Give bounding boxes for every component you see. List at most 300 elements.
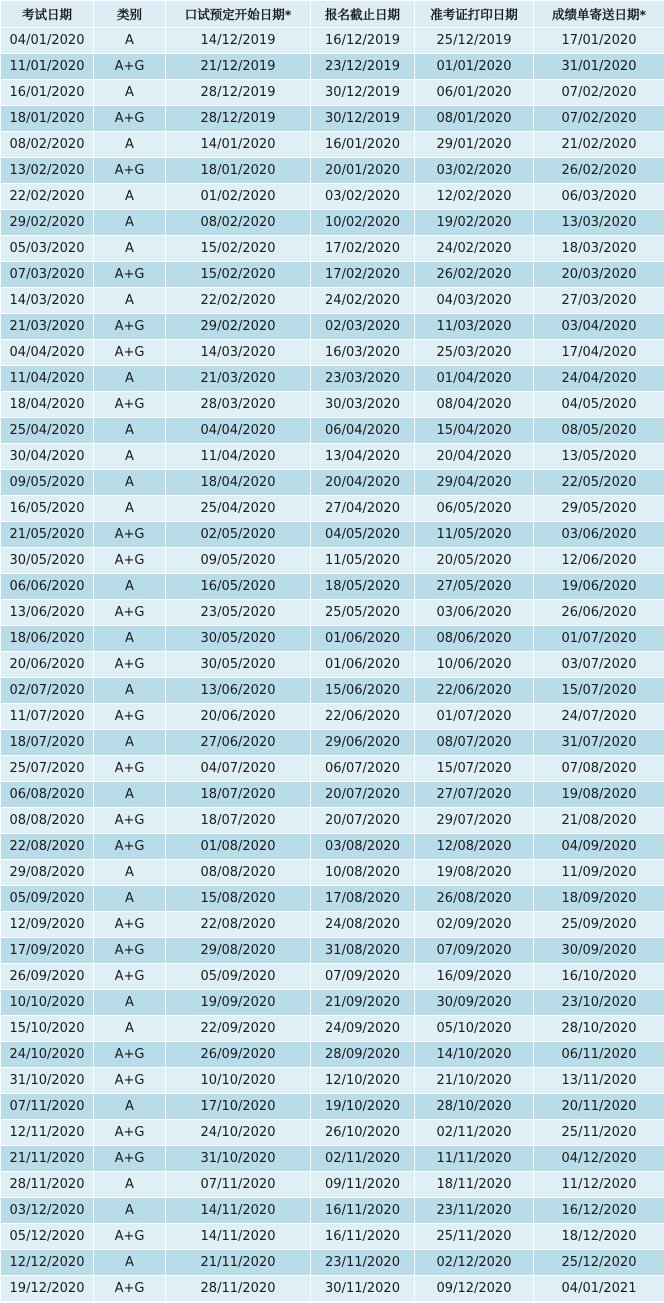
- table-row: [1, 80, 664, 106]
- speaking-start-cell: 24/10/2020: [166, 1120, 311, 1146]
- table-row: [1, 522, 664, 548]
- table-row: [1, 1198, 664, 1224]
- registration-deadline-cell: 17/02/2020: [311, 262, 415, 288]
- speaking-start-cell: 31/10/2020: [166, 1146, 311, 1172]
- exam-date-cell: 17/09/2020: [1, 938, 94, 964]
- table-row: [1, 392, 664, 418]
- speaking-start-cell: 16/05/2020: [166, 574, 311, 600]
- table-row: [1, 418, 664, 444]
- speaking-start-cell: 14/12/2019: [166, 28, 311, 54]
- category-cell: A: [94, 444, 166, 470]
- admission-ticket-cell: 06/01/2020: [415, 80, 534, 106]
- exam-date-cell: 15/10/2020: [1, 1016, 94, 1042]
- score-report-cell: 22/05/2020: [534, 470, 664, 496]
- score-report-cell: 16/10/2020: [534, 964, 664, 990]
- speaking-start-cell: 02/05/2020: [166, 522, 311, 548]
- admission-ticket-cell: 19/08/2020: [415, 860, 534, 886]
- registration-deadline-cell: 28/09/2020: [311, 1042, 415, 1068]
- exam-date-cell: 16/01/2020: [1, 80, 94, 106]
- speaking-start-cell: 04/04/2020: [166, 418, 311, 444]
- table-row: [1, 1094, 664, 1120]
- exam-date-cell: 20/06/2020: [1, 652, 94, 678]
- registration-deadline-cell: 24/08/2020: [311, 912, 415, 938]
- table-row: [1, 704, 664, 730]
- score-report-cell: 18/09/2020: [534, 886, 664, 912]
- admission-ticket-cell: 25/12/2019: [415, 28, 534, 54]
- speaking-start-cell: 07/11/2020: [166, 1172, 311, 1198]
- speaking-start-cell: 28/12/2019: [166, 80, 311, 106]
- speaking-start-cell: 10/10/2020: [166, 1068, 311, 1094]
- header-category: 类别: [94, 1, 166, 28]
- speaking-start-cell: 18/01/2020: [166, 158, 311, 184]
- admission-ticket-cell: 25/03/2020: [415, 340, 534, 366]
- admission-ticket-cell: 15/07/2020: [415, 756, 534, 782]
- table-row: [1, 886, 664, 912]
- score-report-cell: 13/05/2020: [534, 444, 664, 470]
- score-report-cell: 26/02/2020: [534, 158, 664, 184]
- registration-deadline-cell: 23/03/2020: [311, 366, 415, 392]
- registration-deadline-cell: 20/01/2020: [311, 158, 415, 184]
- table-row: [1, 210, 664, 236]
- admission-ticket-cell: 19/02/2020: [415, 210, 534, 236]
- exam-date-cell: 05/03/2020: [1, 236, 94, 262]
- admission-ticket-cell: 02/12/2020: [415, 1250, 534, 1276]
- speaking-start-cell: 08/02/2020: [166, 210, 311, 236]
- exam-date-cell: 11/07/2020: [1, 704, 94, 730]
- score-report-cell: 15/07/2020: [534, 678, 664, 704]
- score-report-cell: 20/03/2020: [534, 262, 664, 288]
- exam-date-cell: 28/11/2020: [1, 1172, 94, 1198]
- category-cell: A+G: [94, 1042, 166, 1068]
- score-report-cell: 23/10/2020: [534, 990, 664, 1016]
- category-cell: A+G: [94, 704, 166, 730]
- admission-ticket-cell: 16/09/2020: [415, 964, 534, 990]
- exam-date-cell: 22/08/2020: [1, 834, 94, 860]
- category-cell: A+G: [94, 600, 166, 626]
- category-cell: A: [94, 80, 166, 106]
- registration-deadline-cell: 06/04/2020: [311, 418, 415, 444]
- speaking-start-cell: 18/07/2020: [166, 808, 311, 834]
- registration-deadline-cell: 18/05/2020: [311, 574, 415, 600]
- registration-deadline-cell: 16/01/2020: [311, 132, 415, 158]
- category-cell: A: [94, 470, 166, 496]
- registration-deadline-cell: 10/02/2020: [311, 210, 415, 236]
- score-report-cell: 27/03/2020: [534, 288, 664, 314]
- score-report-cell: 12/06/2020: [534, 548, 664, 574]
- category-cell: A: [94, 886, 166, 912]
- registration-deadline-cell: 16/11/2020: [311, 1198, 415, 1224]
- category-cell: A+G: [94, 1068, 166, 1094]
- header-speaking-start-date: 口试预定开始日期*: [166, 1, 311, 28]
- score-report-cell: 04/12/2020: [534, 1146, 664, 1172]
- score-report-cell: 24/07/2020: [534, 704, 664, 730]
- category-cell: A: [94, 418, 166, 444]
- registration-deadline-cell: 26/10/2020: [311, 1120, 415, 1146]
- score-report-cell: 07/02/2020: [534, 80, 664, 106]
- score-report-cell: 03/06/2020: [534, 522, 664, 548]
- table-row: [1, 54, 664, 80]
- registration-deadline-cell: 19/10/2020: [311, 1094, 415, 1120]
- category-cell: A: [94, 210, 166, 236]
- category-cell: A: [94, 678, 166, 704]
- admission-ticket-cell: 20/05/2020: [415, 548, 534, 574]
- table-row: [1, 28, 664, 54]
- score-report-cell: 04/05/2020: [534, 392, 664, 418]
- admission-ticket-cell: 08/01/2020: [415, 106, 534, 132]
- admission-ticket-cell: 26/08/2020: [415, 886, 534, 912]
- admission-ticket-cell: 01/04/2020: [415, 366, 534, 392]
- registration-deadline-cell: 20/07/2020: [311, 808, 415, 834]
- table-row: [1, 678, 664, 704]
- score-report-cell: 31/01/2020: [534, 54, 664, 80]
- exam-date-cell: 16/05/2020: [1, 496, 94, 522]
- category-cell: A+G: [94, 834, 166, 860]
- registration-deadline-cell: 20/07/2020: [311, 782, 415, 808]
- table-row: [1, 444, 664, 470]
- exam-date-cell: 04/01/2020: [1, 28, 94, 54]
- table-row: [1, 1016, 664, 1042]
- registration-deadline-cell: 16/03/2020: [311, 340, 415, 366]
- exam-date-cell: 04/04/2020: [1, 340, 94, 366]
- header-exam-date: 考试日期: [1, 1, 94, 28]
- category-cell: A: [94, 132, 166, 158]
- score-report-cell: 07/02/2020: [534, 106, 664, 132]
- speaking-start-cell: 22/08/2020: [166, 912, 311, 938]
- admission-ticket-cell: 04/03/2020: [415, 288, 534, 314]
- table-header: [1, 1, 664, 28]
- table-row: [1, 912, 664, 938]
- category-cell: A+G: [94, 158, 166, 184]
- score-report-cell: 06/03/2020: [534, 184, 664, 210]
- score-report-cell: 24/04/2020: [534, 366, 664, 392]
- exam-date-cell: 25/04/2020: [1, 418, 94, 444]
- speaking-start-cell: 29/08/2020: [166, 938, 311, 964]
- header-registration-deadline: 报名截止日期: [311, 1, 415, 28]
- speaking-start-cell: 28/03/2020: [166, 392, 311, 418]
- score-report-cell: 25/12/2020: [534, 1250, 664, 1276]
- registration-deadline-cell: 23/11/2020: [311, 1250, 415, 1276]
- registration-deadline-cell: 21/09/2020: [311, 990, 415, 1016]
- speaking-start-cell: 29/02/2020: [166, 314, 311, 340]
- table-row: [1, 574, 664, 600]
- speaking-start-cell: 17/10/2020: [166, 1094, 311, 1120]
- score-report-cell: 18/03/2020: [534, 236, 664, 262]
- speaking-start-cell: 15/02/2020: [166, 236, 311, 262]
- speaking-start-cell: 13/06/2020: [166, 678, 311, 704]
- speaking-start-cell: 18/07/2020: [166, 782, 311, 808]
- registration-deadline-cell: 02/03/2020: [311, 314, 415, 340]
- admission-ticket-cell: 01/01/2020: [415, 54, 534, 80]
- category-cell: A+G: [94, 522, 166, 548]
- admission-ticket-cell: 20/04/2020: [415, 444, 534, 470]
- speaking-start-cell: 14/01/2020: [166, 132, 311, 158]
- exam-date-cell: 13/02/2020: [1, 158, 94, 184]
- speaking-start-cell: 14/11/2020: [166, 1198, 311, 1224]
- category-cell: A: [94, 1094, 166, 1120]
- registration-deadline-cell: 15/06/2020: [311, 678, 415, 704]
- category-cell: A+G: [94, 964, 166, 990]
- score-report-cell: 08/05/2020: [534, 418, 664, 444]
- exam-date-cell: 12/09/2020: [1, 912, 94, 938]
- category-cell: A: [94, 574, 166, 600]
- speaking-start-cell: 19/09/2020: [166, 990, 311, 1016]
- header-row: [1, 1, 664, 28]
- table-row: [1, 132, 664, 158]
- admission-ticket-cell: 23/11/2020: [415, 1198, 534, 1224]
- category-cell: A+G: [94, 652, 166, 678]
- exam-date-cell: 13/06/2020: [1, 600, 94, 626]
- admission-ticket-cell: 29/04/2020: [415, 470, 534, 496]
- score-report-cell: 11/09/2020: [534, 860, 664, 886]
- speaking-start-cell: 22/09/2020: [166, 1016, 311, 1042]
- category-cell: A: [94, 626, 166, 652]
- speaking-start-cell: 08/08/2020: [166, 860, 311, 886]
- score-report-cell: 31/07/2020: [534, 730, 664, 756]
- score-report-cell: 21/02/2020: [534, 132, 664, 158]
- registration-deadline-cell: 17/08/2020: [311, 886, 415, 912]
- speaking-start-cell: 18/04/2020: [166, 470, 311, 496]
- registration-deadline-cell: 24/09/2020: [311, 1016, 415, 1042]
- exam-date-cell: 21/05/2020: [1, 522, 94, 548]
- table-row: [1, 106, 664, 132]
- table-row: [1, 1224, 664, 1250]
- score-report-cell: 04/09/2020: [534, 834, 664, 860]
- admission-ticket-cell: 12/08/2020: [415, 834, 534, 860]
- speaking-start-cell: 21/11/2020: [166, 1250, 311, 1276]
- category-cell: A+G: [94, 262, 166, 288]
- registration-deadline-cell: 01/06/2020: [311, 652, 415, 678]
- table-row: [1, 1068, 664, 1094]
- admission-ticket-cell: 09/12/2020: [415, 1276, 534, 1302]
- registration-deadline-cell: 30/11/2020: [311, 1276, 415, 1302]
- registration-deadline-cell: 24/02/2020: [311, 288, 415, 314]
- registration-deadline-cell: 12/10/2020: [311, 1068, 415, 1094]
- category-cell: A+G: [94, 392, 166, 418]
- registration-deadline-cell: 13/04/2020: [311, 444, 415, 470]
- score-report-cell: 04/01/2021: [534, 1276, 664, 1302]
- admission-ticket-cell: 06/05/2020: [415, 496, 534, 522]
- table-row: [1, 366, 664, 392]
- exam-date-cell: 10/10/2020: [1, 990, 94, 1016]
- speaking-start-cell: 26/09/2020: [166, 1042, 311, 1068]
- admission-ticket-cell: 15/04/2020: [415, 418, 534, 444]
- score-report-cell: 30/09/2020: [534, 938, 664, 964]
- table-row: [1, 964, 664, 990]
- category-cell: A: [94, 730, 166, 756]
- speaking-start-cell: 15/02/2020: [166, 262, 311, 288]
- admission-ticket-cell: 26/02/2020: [415, 262, 534, 288]
- admission-ticket-cell: 11/03/2020: [415, 314, 534, 340]
- exam-date-cell: 07/11/2020: [1, 1094, 94, 1120]
- category-cell: A: [94, 496, 166, 522]
- category-cell: A: [94, 184, 166, 210]
- table-row: [1, 1146, 664, 1172]
- speaking-start-cell: 01/08/2020: [166, 834, 311, 860]
- exam-date-cell: 08/08/2020: [1, 808, 94, 834]
- score-report-cell: 28/10/2020: [534, 1016, 664, 1042]
- exam-date-cell: 02/07/2020: [1, 678, 94, 704]
- table-row: [1, 288, 664, 314]
- admission-ticket-cell: 21/10/2020: [415, 1068, 534, 1094]
- header-admission-ticket-date: 准考证打印日期: [415, 1, 534, 28]
- registration-deadline-cell: 16/12/2019: [311, 28, 415, 54]
- score-report-cell: 19/08/2020: [534, 782, 664, 808]
- table-row: [1, 652, 664, 678]
- registration-deadline-cell: 23/12/2019: [311, 54, 415, 80]
- category-cell: A+G: [94, 106, 166, 132]
- exam-date-cell: 07/03/2020: [1, 262, 94, 288]
- admission-ticket-cell: 07/09/2020: [415, 938, 534, 964]
- category-cell: A+G: [94, 1120, 166, 1146]
- score-report-cell: 16/12/2020: [534, 1198, 664, 1224]
- speaking-start-cell: 09/05/2020: [166, 548, 311, 574]
- category-cell: A: [94, 782, 166, 808]
- category-cell: A+G: [94, 1276, 166, 1302]
- category-cell: A: [94, 1016, 166, 1042]
- table-row: [1, 938, 664, 964]
- table-row: [1, 314, 664, 340]
- registration-deadline-cell: 30/03/2020: [311, 392, 415, 418]
- score-report-cell: 25/09/2020: [534, 912, 664, 938]
- speaking-start-cell: 05/09/2020: [166, 964, 311, 990]
- registration-deadline-cell: 22/06/2020: [311, 704, 415, 730]
- registration-deadline-cell: 01/06/2020: [311, 626, 415, 652]
- category-cell: A: [94, 288, 166, 314]
- exam-date-cell: 21/11/2020: [1, 1146, 94, 1172]
- speaking-start-cell: 21/03/2020: [166, 366, 311, 392]
- score-report-cell: 06/11/2020: [534, 1042, 664, 1068]
- admission-ticket-cell: 30/09/2020: [415, 990, 534, 1016]
- admission-ticket-cell: 08/07/2020: [415, 730, 534, 756]
- admission-ticket-cell: 02/11/2020: [415, 1120, 534, 1146]
- registration-deadline-cell: 11/05/2020: [311, 548, 415, 574]
- speaking-start-cell: 14/11/2020: [166, 1224, 311, 1250]
- score-report-cell: 25/11/2020: [534, 1120, 664, 1146]
- admission-ticket-cell: 03/06/2020: [415, 600, 534, 626]
- exam-date-cell: 14/03/2020: [1, 288, 94, 314]
- category-cell: A+G: [94, 54, 166, 80]
- table-row: [1, 1172, 664, 1198]
- registration-deadline-cell: 29/06/2020: [311, 730, 415, 756]
- score-report-cell: 03/07/2020: [534, 652, 664, 678]
- category-cell: A: [94, 1198, 166, 1224]
- admission-ticket-cell: 02/09/2020: [415, 912, 534, 938]
- registration-deadline-cell: 10/08/2020: [311, 860, 415, 886]
- admission-ticket-cell: 29/01/2020: [415, 132, 534, 158]
- registration-deadline-cell: 04/05/2020: [311, 522, 415, 548]
- registration-deadline-cell: 30/12/2019: [311, 106, 415, 132]
- exam-date-cell: 12/11/2020: [1, 1120, 94, 1146]
- score-report-cell: 17/04/2020: [534, 340, 664, 366]
- score-report-cell: 01/07/2020: [534, 626, 664, 652]
- admission-ticket-cell: 28/10/2020: [415, 1094, 534, 1120]
- speaking-start-cell: 23/05/2020: [166, 600, 311, 626]
- registration-deadline-cell: 02/11/2020: [311, 1146, 415, 1172]
- score-report-cell: 19/06/2020: [534, 574, 664, 600]
- speaking-start-cell: 25/04/2020: [166, 496, 311, 522]
- exam-date-cell: 05/09/2020: [1, 886, 94, 912]
- exam-date-cell: 18/01/2020: [1, 106, 94, 132]
- score-report-cell: 18/12/2020: [534, 1224, 664, 1250]
- header-score-report-date: 成绩单寄送日期*: [534, 1, 664, 28]
- exam-date-cell: 09/05/2020: [1, 470, 94, 496]
- exam-date-cell: 06/06/2020: [1, 574, 94, 600]
- exam-date-cell: 30/05/2020: [1, 548, 94, 574]
- exam-date-cell: 25/07/2020: [1, 756, 94, 782]
- registration-deadline-cell: 06/07/2020: [311, 756, 415, 782]
- table-row: [1, 184, 664, 210]
- score-report-cell: 03/04/2020: [534, 314, 664, 340]
- admission-ticket-cell: 27/07/2020: [415, 782, 534, 808]
- admission-ticket-cell: 24/02/2020: [415, 236, 534, 262]
- speaking-start-cell: 27/06/2020: [166, 730, 311, 756]
- table-row: [1, 782, 664, 808]
- speaking-start-cell: 21/12/2019: [166, 54, 311, 80]
- speaking-start-cell: 28/12/2019: [166, 106, 311, 132]
- registration-deadline-cell: 03/08/2020: [311, 834, 415, 860]
- table-row: [1, 808, 664, 834]
- score-report-cell: 11/12/2020: [534, 1172, 664, 1198]
- table-body: [1, 28, 664, 1302]
- table-row: [1, 990, 664, 1016]
- exam-date-cell: 11/04/2020: [1, 366, 94, 392]
- table-row: [1, 600, 664, 626]
- admission-ticket-cell: 11/11/2020: [415, 1146, 534, 1172]
- admission-ticket-cell: 03/02/2020: [415, 158, 534, 184]
- admission-ticket-cell: 25/11/2020: [415, 1224, 534, 1250]
- table-row: [1, 496, 664, 522]
- registration-deadline-cell: 27/04/2020: [311, 496, 415, 522]
- score-report-cell: 13/03/2020: [534, 210, 664, 236]
- score-report-cell: 29/05/2020: [534, 496, 664, 522]
- category-cell: A+G: [94, 756, 166, 782]
- exam-date-cell: 29/08/2020: [1, 860, 94, 886]
- registration-deadline-cell: 25/05/2020: [311, 600, 415, 626]
- score-report-cell: 21/08/2020: [534, 808, 664, 834]
- exam-date-cell: 29/02/2020: [1, 210, 94, 236]
- table-row: [1, 756, 664, 782]
- speaking-start-cell: 04/07/2020: [166, 756, 311, 782]
- table-row: [1, 340, 664, 366]
- registration-deadline-cell: 03/02/2020: [311, 184, 415, 210]
- speaking-start-cell: 22/02/2020: [166, 288, 311, 314]
- speaking-start-cell: 14/03/2020: [166, 340, 311, 366]
- registration-deadline-cell: 17/02/2020: [311, 236, 415, 262]
- table-row: [1, 860, 664, 886]
- table-row: [1, 1042, 664, 1068]
- registration-deadline-cell: 31/08/2020: [311, 938, 415, 964]
- registration-deadline-cell: 07/09/2020: [311, 964, 415, 990]
- registration-deadline-cell: 30/12/2019: [311, 80, 415, 106]
- category-cell: A+G: [94, 912, 166, 938]
- exam-date-cell: 03/12/2020: [1, 1198, 94, 1224]
- admission-ticket-cell: 18/11/2020: [415, 1172, 534, 1198]
- table-row: [1, 262, 664, 288]
- category-cell: A: [94, 366, 166, 392]
- exam-date-cell: 30/04/2020: [1, 444, 94, 470]
- admission-ticket-cell: 05/10/2020: [415, 1016, 534, 1042]
- category-cell: A: [94, 860, 166, 886]
- exam-date-cell: 18/04/2020: [1, 392, 94, 418]
- admission-ticket-cell: 22/06/2020: [415, 678, 534, 704]
- category-cell: A: [94, 28, 166, 54]
- exam-date-cell: 31/10/2020: [1, 1068, 94, 1094]
- speaking-start-cell: 15/08/2020: [166, 886, 311, 912]
- table-row: [1, 834, 664, 860]
- table-row: [1, 470, 664, 496]
- admission-ticket-cell: 01/07/2020: [415, 704, 534, 730]
- registration-deadline-cell: 09/11/2020: [311, 1172, 415, 1198]
